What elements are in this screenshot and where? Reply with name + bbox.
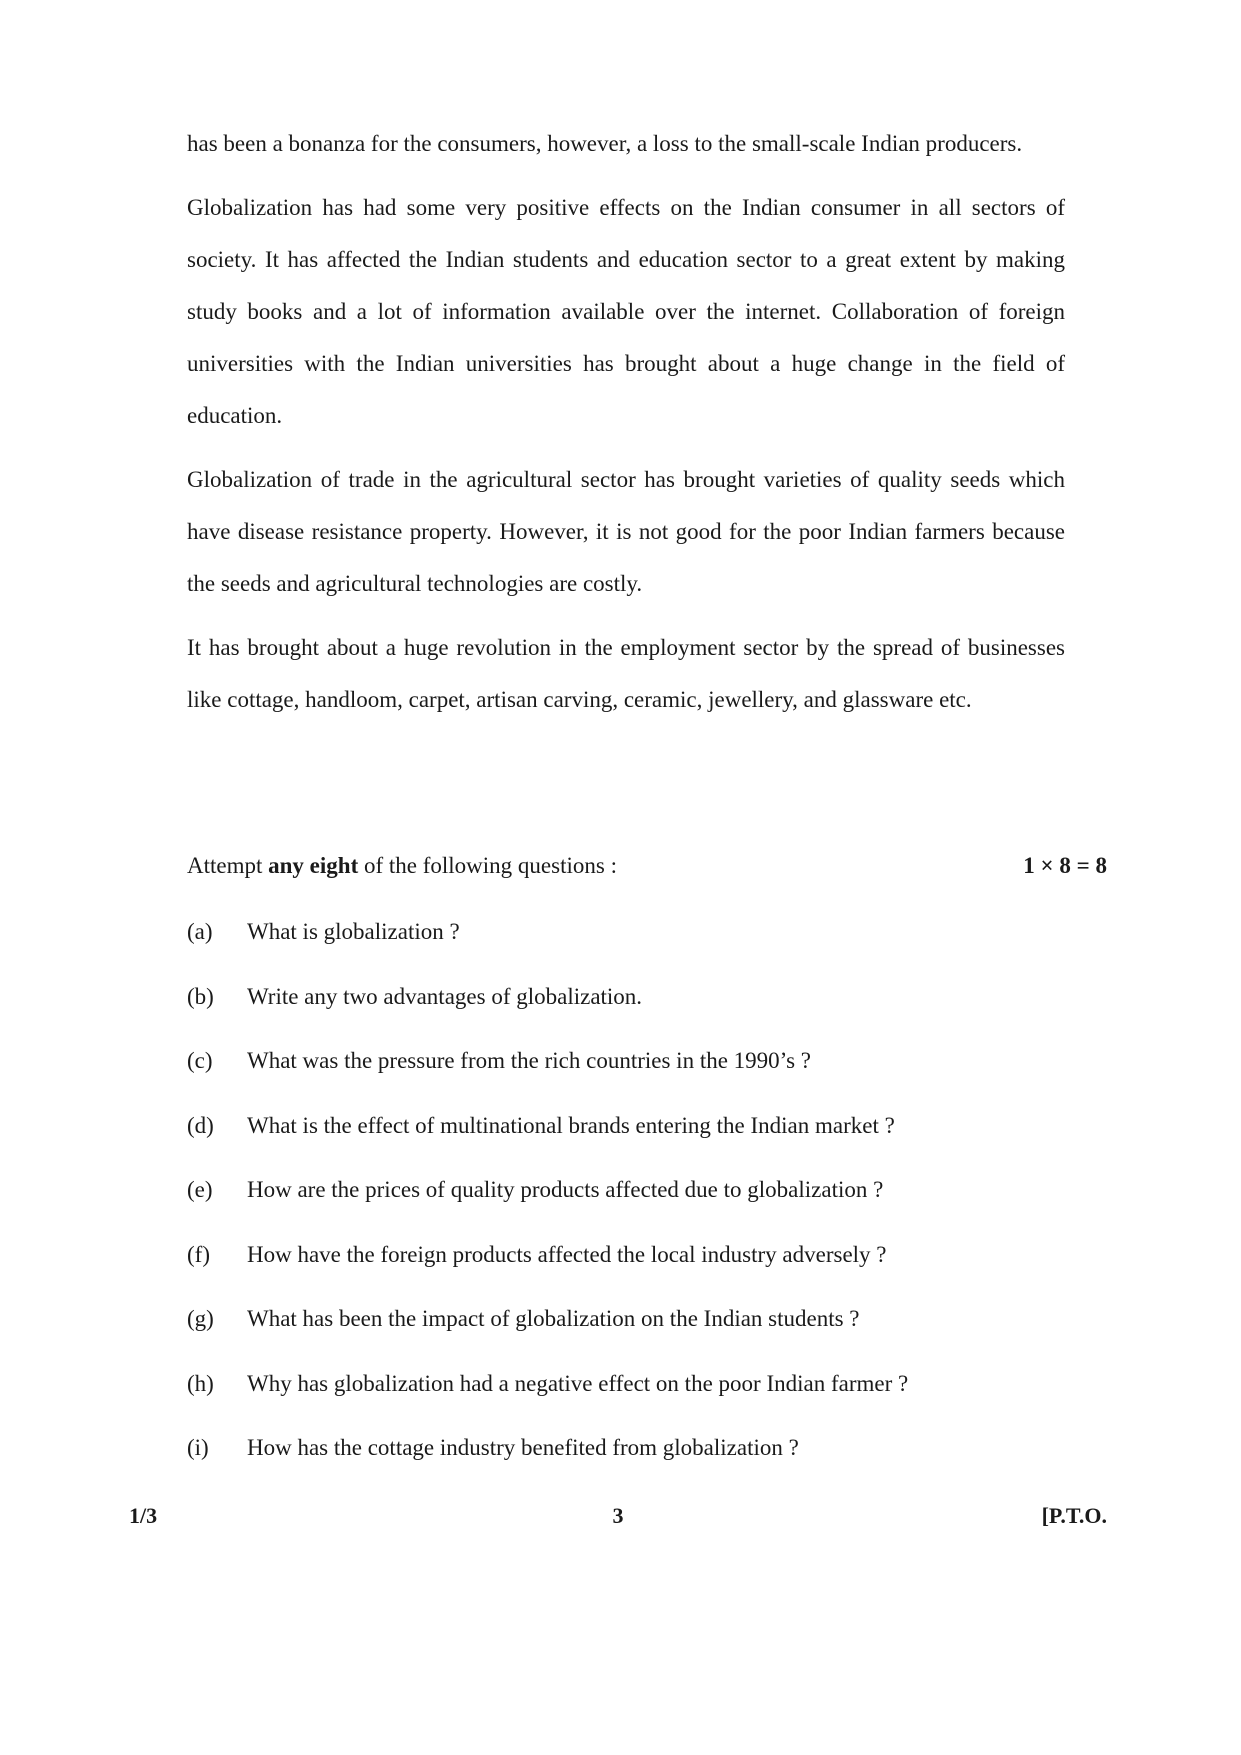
passage-paragraph: Globalization of trade in the agricultural sector has brought varieties of quality seeds which have disease resistance property. However, it is not good for the poor Indian farmers because the seeds and agricultural technologies are costly. bbox=[187, 467, 1065, 596]
question-item bbox=[187, 1170, 1107, 1235]
passage-paragraph: Globalization has had some very positive effects on the Indian consumer in all sectors of society. It has affected the Indian students and education sector to a great extent by making study books and a lot of information available over the internet. Collaboration of foreign universities with the Indian universities has brought about a huge change in the field of education. bbox=[187, 195, 1065, 428]
please-turn-over: [P.T.O. bbox=[1041, 1503, 1107, 1528]
instruction-suffix: of the following questions : bbox=[358, 853, 617, 878]
question-label: (i) bbox=[187, 1435, 209, 1460]
question-label: (f) bbox=[187, 1241, 210, 1267]
page-footer bbox=[129, 1496, 1107, 1536]
passage bbox=[187, 118, 1065, 738]
passage-paragraph: has been a bonanza for the consumers, however, a loss to the small-scale Indian producers. bbox=[187, 131, 1023, 156]
question-text: How are the prices of quality products affected due to globalization ? bbox=[247, 1177, 884, 1202]
question-text: What has been the impact of globalization on the Indian students ? bbox=[247, 1306, 860, 1331]
question-item bbox=[187, 977, 1107, 1042]
page-number: 3 bbox=[612, 1503, 624, 1528]
passage-paragraph: It has brought about a huge revolution in the employment sector by the spread of businesses like cottage, handloom, carpet, artisan carving, ceramic, jewellery, and glassware etc. bbox=[187, 635, 1065, 712]
question-label: (e) bbox=[187, 1177, 213, 1202]
question-text: What is the effect of multinational brands entering the Indian market ? bbox=[247, 1112, 895, 1138]
question-list bbox=[187, 912, 1107, 1493]
question-text: What is globalization ? bbox=[247, 919, 460, 944]
question-item bbox=[187, 1428, 1107, 1493]
question-label: (a) bbox=[187, 919, 213, 944]
question-text: What was the pressure from the rich countries in the 1990’s ? bbox=[247, 1048, 811, 1073]
question-label: (d) bbox=[187, 1112, 214, 1138]
paper-code: 1/3 bbox=[129, 1503, 158, 1528]
question-label: (b) bbox=[187, 983, 214, 1009]
question-text: Write any two advantages of globalization. bbox=[247, 983, 643, 1009]
question-item bbox=[187, 1041, 1107, 1106]
question-text: Why has globalization had a negative effect on the poor Indian farmer ? bbox=[247, 1370, 909, 1396]
instruction-prefix: Attempt bbox=[187, 853, 269, 878]
question-label: (g) bbox=[187, 1306, 214, 1331]
question-item bbox=[187, 912, 1107, 977]
instruction-emphasis: any eight bbox=[268, 853, 359, 878]
question-label: (h) bbox=[187, 1370, 214, 1396]
marks-allotment: 1 × 8 = 8 bbox=[1023, 853, 1107, 878]
question-item bbox=[187, 1364, 1107, 1429]
question-item bbox=[187, 1235, 1107, 1300]
question-item bbox=[187, 1106, 1107, 1171]
question-text: How has the cottage industry benefited from globalization ? bbox=[247, 1435, 799, 1460]
question-instruction bbox=[187, 846, 1107, 886]
question-text: How have the foreign products affected the local industry adversely ? bbox=[247, 1241, 887, 1267]
question-label: (c) bbox=[187, 1048, 213, 1073]
question-item bbox=[187, 1299, 1107, 1364]
